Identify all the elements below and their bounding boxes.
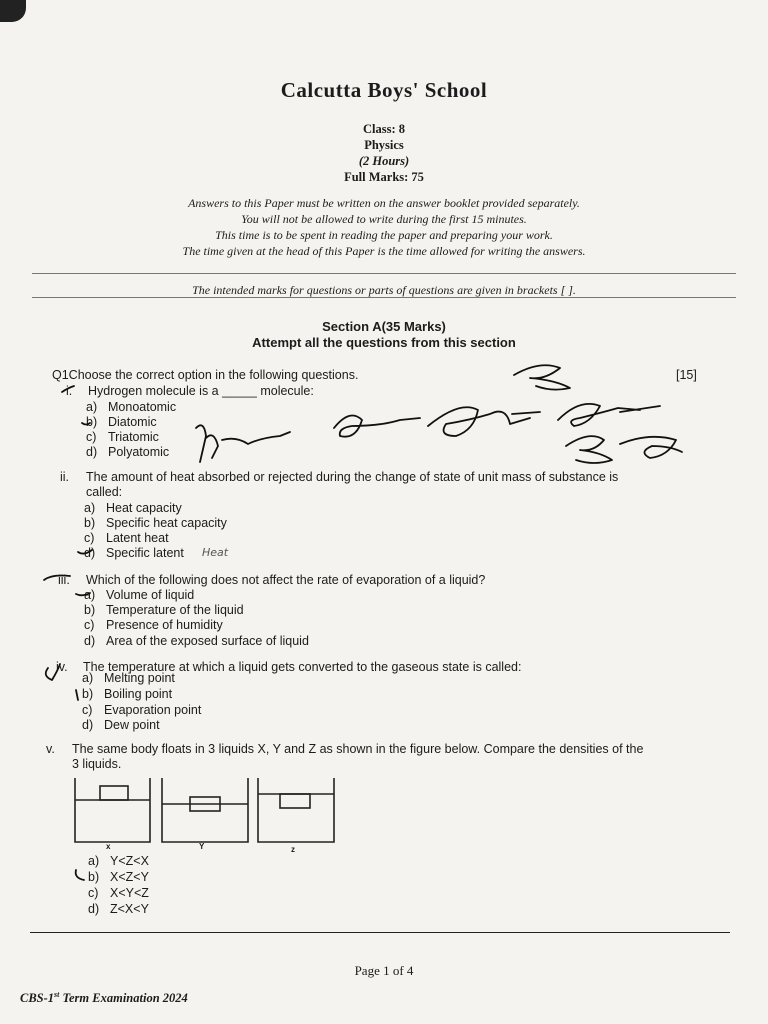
question-number: iv. [56,660,68,674]
figure-label-y: Y [199,842,205,851]
section-title: Section A(35 Marks) [322,319,446,334]
question-text: The temperature at which a liquid gets converted to the gaseous state is called: [83,660,522,674]
duration-line: (2 Hours) [358,154,410,168]
option: b) Temperature of the liquid [84,603,244,617]
option: a) Monoatomic [86,400,177,414]
question-text: Which of the following does not affect the rate of evaporation of a liquid? [86,573,486,587]
figure-label-z: z [291,845,295,854]
option: a) Volume of liquid [84,588,195,602]
option: d) Z<X<Y [88,902,149,916]
instruction-line: Answers to this Paper must be written on the answer booklet provided separately. [188,196,580,210]
question-number: i. [66,384,73,398]
question-number: iii. [58,573,70,587]
option: d) Specific latent [84,546,184,560]
option: d) Area of the exposed surface of liquid [84,634,309,648]
section-subtitle: Attempt all the questions from this section [252,335,516,350]
q1-marks: [15] [676,368,697,382]
question-text: The same body floats in 3 liquids X, Y and Z as shown in the figure below. Compare the densities of the [72,742,644,756]
option: c) Presence of humidity [84,618,223,632]
option: b) Diatomic [86,415,157,429]
q1-instruction: Q1Choose the correct option in the following questions. [52,368,359,382]
option: c) Triatomic [86,430,159,444]
option: c) Evaporation point [82,703,202,717]
option: d) Dew point [82,718,160,732]
footer-divider [30,932,730,933]
subject-line: Physics [364,138,404,152]
question-number: v. [46,742,55,756]
full-marks-line: Full Marks: 75 [344,170,424,184]
option: b) X<Z<Y [88,870,149,884]
option: c) Latent heat [84,531,169,545]
figure-label-x: x [106,842,111,851]
option: b) Specific heat capacity [84,516,227,530]
question-text-cont: called: [86,485,123,499]
option: a) Melting point [82,671,175,685]
option: b) Boiling point [82,687,173,701]
question-text: The amount of heat absorbed or rejected during the change of state of unit mass of substance is [86,470,619,484]
handwritten-note: Heat [202,546,229,559]
option: d) Polyatomic [86,445,170,459]
option: a) Y<Z<X [88,854,149,868]
question-text: Hydrogen molecule is a _____ molecule: [88,384,314,398]
instruction-line: The time given at the head of this Paper is the time allowed for writing the answers. [182,244,586,258]
option: a) Heat capacity [84,501,182,515]
instruction-line: This time is to be spent in reading the paper and preparing your work. [215,228,553,242]
class-line: Class: 8 [362,122,406,136]
exam-title: CBS-1st Term Examination 2024 [20,990,188,1006]
school-name: Calcutta Boys' School [280,78,488,102]
option: c) X<Y<Z [88,886,149,900]
question-number: ii. [60,470,70,484]
marks-note: The intended marks for questions or parts of questions are given in brackets [ ]. [192,283,576,297]
page-number: Page 1 of 4 [354,963,414,978]
question-text-cont: 3 liquids. [72,757,122,771]
instruction-line: You will not be allowed to write during the first 15 minutes. [241,212,527,226]
